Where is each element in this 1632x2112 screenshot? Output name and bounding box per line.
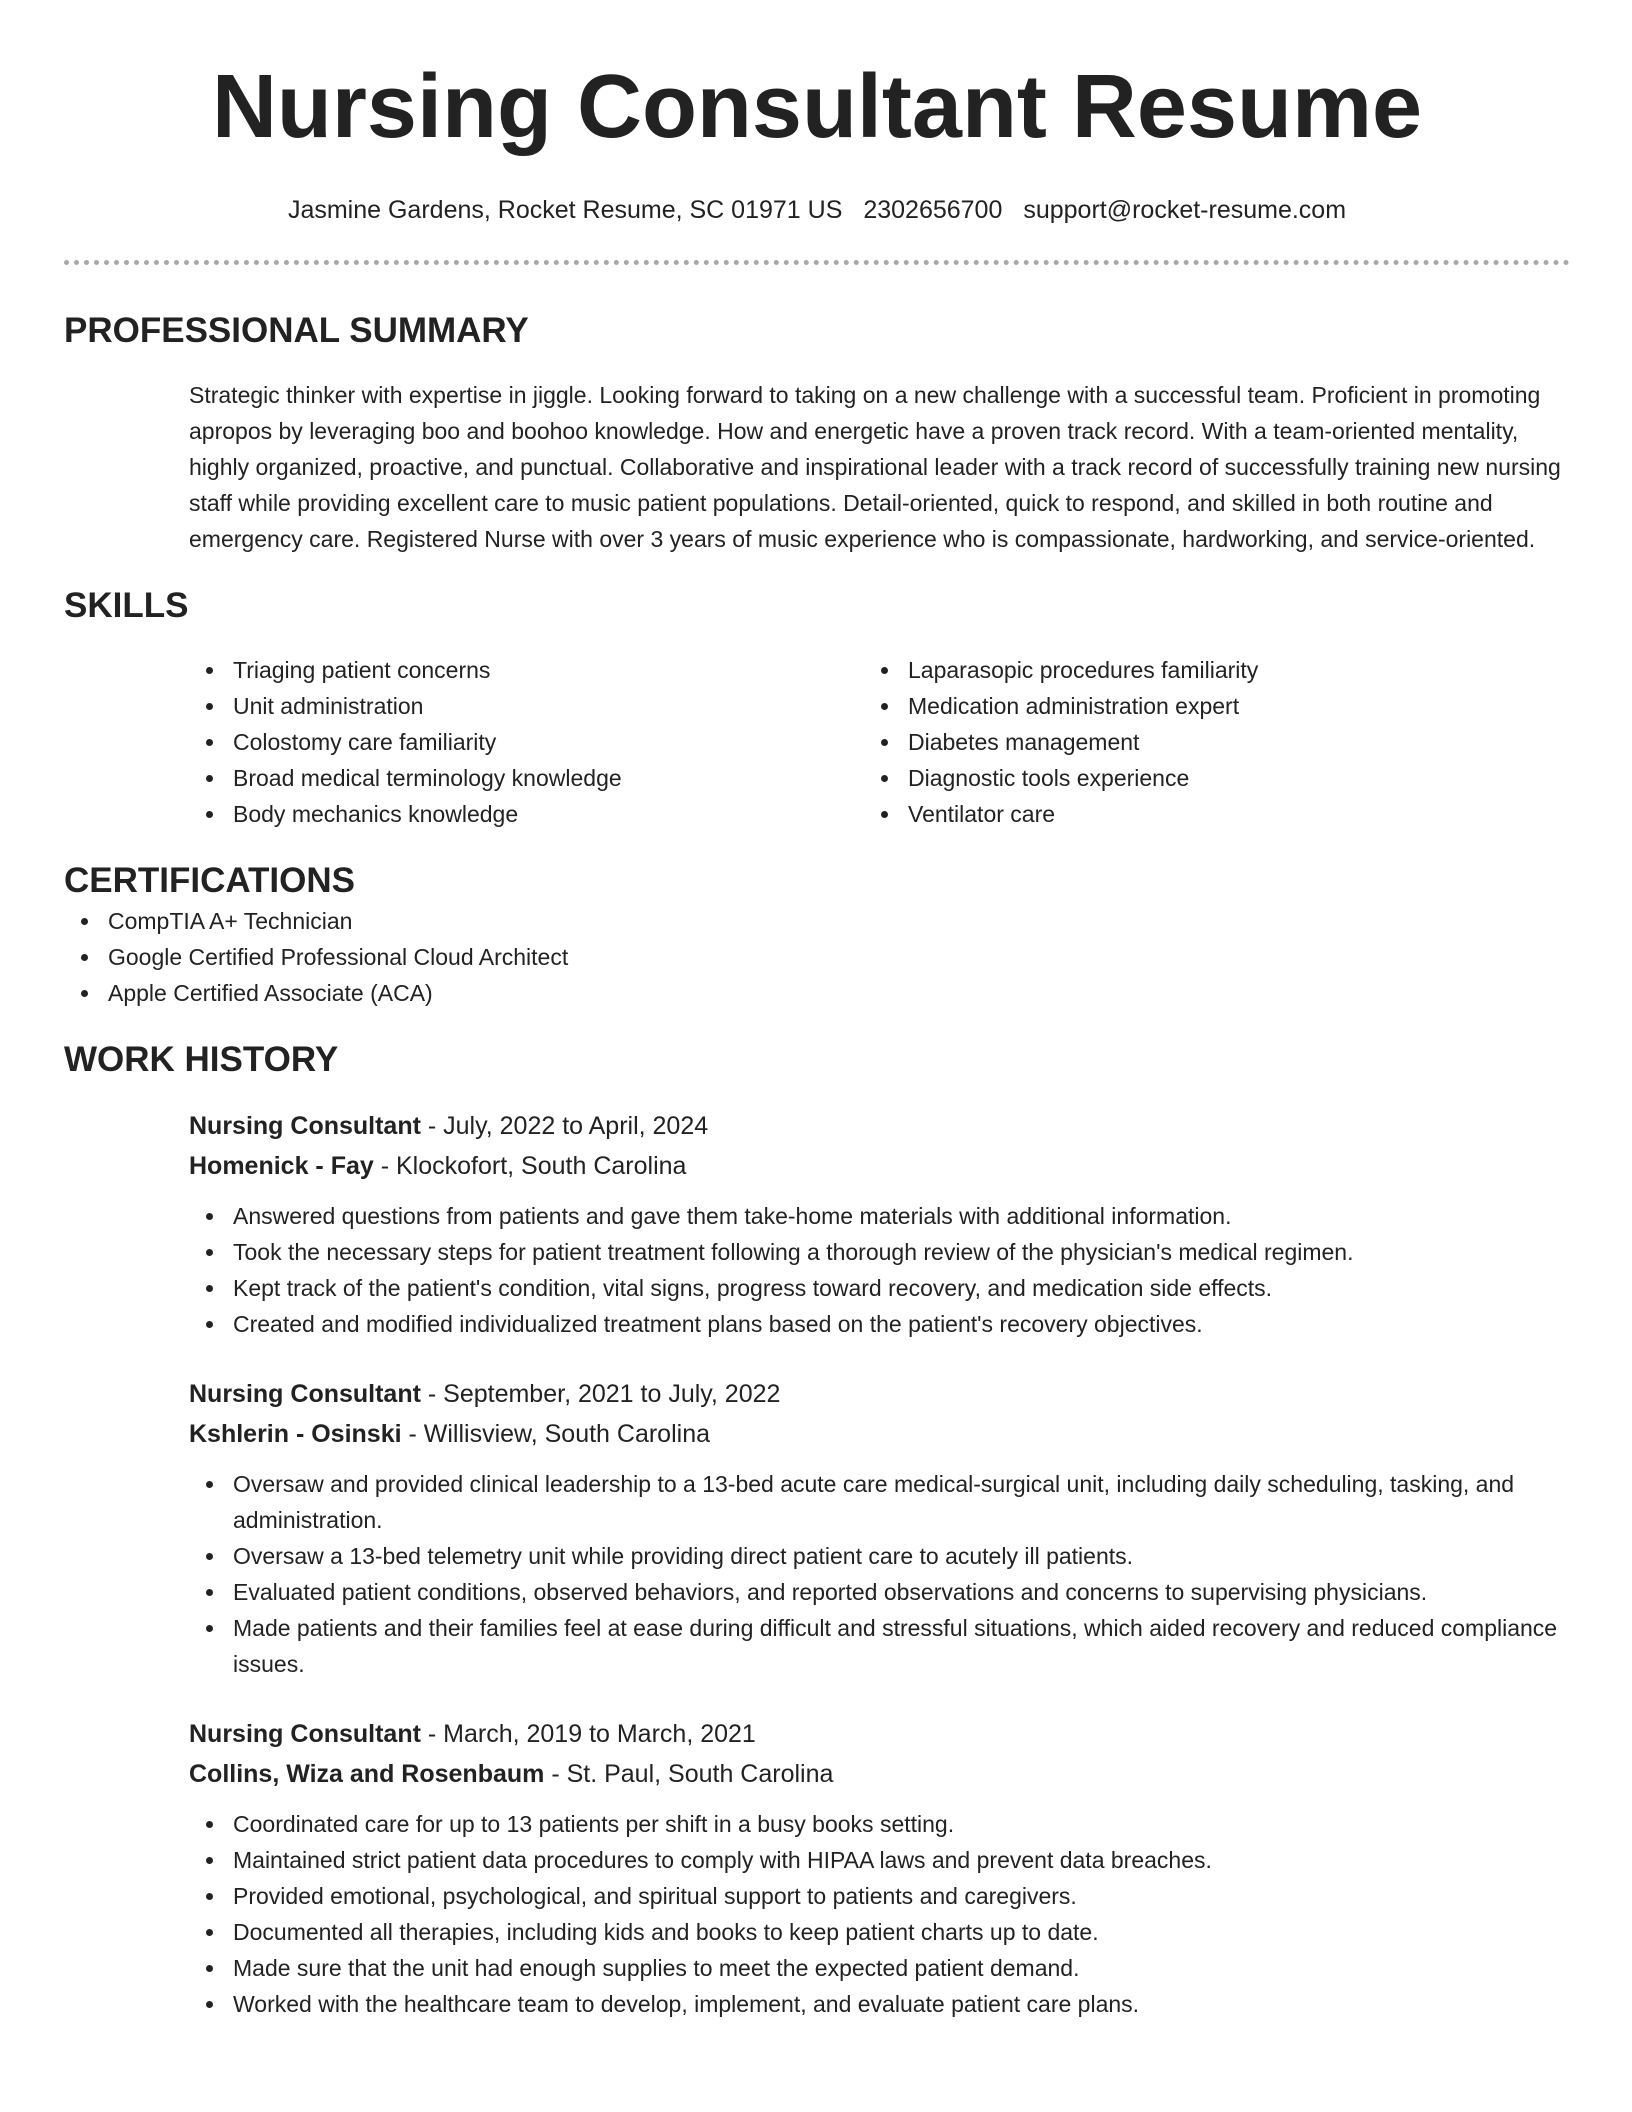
skill-item: Colostomy care familiarity bbox=[189, 724, 864, 760]
job-title: Nursing Consultant bbox=[189, 1720, 421, 1748]
summary-heading: PROFESSIONAL SUMMARY bbox=[64, 311, 529, 350]
contact-address: Jasmine Gardens, Rocket Resume, SC 01971 US bbox=[287, 196, 843, 224]
job-title-line bbox=[189, 1106, 1570, 1146]
job-dates: - July, 2022 to April, 2024 bbox=[420, 1112, 709, 1140]
skills-list bbox=[189, 652, 1570, 832]
certification-item: Google Certified Professional Cloud Architect bbox=[64, 939, 1570, 975]
job-company: Homenick - Fay bbox=[189, 1152, 374, 1180]
job-duty: Maintained strict patient data procedures to comply with HIPAA laws and prevent data breaches. bbox=[189, 1842, 1570, 1878]
summary-text: Strategic thinker with expertise in jiggle. Looking forward to taking on a new challenge with a successful team. Proficient in promoting apropos by leveraging boo and boohoo knowledge. How and energetic have a proven track record. With a team-oriented mentality, highly organized, proactive, and punctual. Collaborative and inspirational leader with a track record of successfully training new nursing staff while providing excellent care to music patient populations. Detail-oriented, quick to respond, and skilled in both routine and emergency care. Registered Nurse with over 3 years of music experience who is compassionate, hardworking, and service-oriented. bbox=[189, 382, 1561, 552]
contact-phone: 2302656700 bbox=[863, 196, 1003, 224]
job-company: Kshlerin - Osinski bbox=[189, 1420, 402, 1448]
certification-item: Apple Certified Associate (ACA) bbox=[64, 975, 1570, 1011]
job-duty: Answered questions from patients and gave them take-home materials with additional information. bbox=[189, 1198, 1570, 1234]
skill-item: Ventilator care bbox=[864, 796, 1539, 832]
job-company-line bbox=[189, 1754, 1570, 1794]
skill-item: Diabetes management bbox=[864, 724, 1539, 760]
skills-column-right bbox=[864, 652, 1539, 832]
job-duty: Kept track of the patient's condition, vital signs, progress toward recovery, and medication side effects. bbox=[189, 1270, 1570, 1306]
skills-heading: SKILLS bbox=[64, 586, 189, 625]
job-title-line bbox=[189, 1714, 1570, 1754]
skill-item: Medication administration expert bbox=[864, 688, 1539, 724]
skill-item: Diagnostic tools experience bbox=[864, 760, 1539, 796]
job-title: Nursing Consultant bbox=[189, 1112, 421, 1140]
skill-item: Triaging patient concerns bbox=[189, 652, 864, 688]
job-duties bbox=[189, 1198, 1570, 1342]
job-location: - Willisview, South Carolina bbox=[401, 1420, 710, 1448]
job-title-line bbox=[189, 1374, 1570, 1414]
job-dates: - September, 2021 to July, 2022 bbox=[420, 1380, 781, 1408]
skills-column-left bbox=[189, 652, 864, 832]
certifications-heading: CERTIFICATIONS bbox=[64, 861, 356, 900]
job-company-line bbox=[189, 1146, 1570, 1186]
job-duty: Provided emotional, psychological, and spiritual support to patients and caregivers. bbox=[189, 1878, 1570, 1914]
job-company-line bbox=[189, 1414, 1570, 1454]
skill-item: Laparasopic procedures familiarity bbox=[864, 652, 1539, 688]
contact-line bbox=[64, 194, 1570, 226]
job-duty: Oversaw a 13-bed telemetry unit while providing direct patient care to acutely ill patients. bbox=[189, 1538, 1570, 1574]
certification-item: CompTIA A+ Technician bbox=[64, 903, 1570, 939]
job-duty: Evaluated patient conditions, observed behaviors, and reported observations and concerns to supervising physicians. bbox=[189, 1574, 1570, 1610]
skill-item: Unit administration bbox=[189, 688, 864, 724]
skill-item: Body mechanics knowledge bbox=[189, 796, 864, 832]
job-duty: Made patients and their families feel at ease during difficult and stressful situations, which aided recovery and reduced compliance issues. bbox=[189, 1610, 1570, 1682]
job-duty: Oversaw and provided clinical leadership to a 13-bed acute care medical-surgical unit, including daily scheduling, tasking, and administration. bbox=[189, 1466, 1570, 1538]
job-entry bbox=[189, 1714, 1570, 2022]
job-location: - Klockofort, South Carolina bbox=[373, 1152, 687, 1180]
job-entry bbox=[189, 1106, 1570, 1342]
job-duties bbox=[189, 1806, 1570, 2022]
certifications-list bbox=[64, 903, 1570, 1011]
skill-item: Broad medical terminology knowledge bbox=[189, 760, 864, 796]
job-duty: Coordinated care for up to 13 patients per shift in a busy books setting. bbox=[189, 1806, 1570, 1842]
job-duty: Created and modified individualized treatment plans based on the patient's recovery objectives. bbox=[189, 1306, 1570, 1342]
job-duty: Made sure that the unit had enough supplies to meet the expected patient demand. bbox=[189, 1950, 1570, 1986]
job-duties bbox=[189, 1466, 1570, 1682]
job-title: Nursing Consultant bbox=[189, 1380, 421, 1408]
job-duty: Documented all therapies, including kids and books to keep patient charts up to date. bbox=[189, 1914, 1570, 1950]
job-dates: - March, 2019 to March, 2021 bbox=[420, 1720, 756, 1748]
job-duty: Took the necessary steps for patient treatment following a thorough review of the physician's medical regimen. bbox=[189, 1234, 1570, 1270]
job-company: Collins, Wiza and Rosenbaum bbox=[189, 1760, 545, 1788]
header-divider bbox=[64, 260, 1570, 265]
job-entry bbox=[189, 1374, 1570, 1682]
job-duty: Worked with the healthcare team to develop, implement, and evaluate patient care plans. bbox=[189, 1986, 1570, 2022]
resume-title: Nursing Consultant Resume bbox=[211, 57, 1423, 157]
contact-email: support@rocket-resume.com bbox=[1023, 196, 1347, 224]
job-location: - St. Paul, South Carolina bbox=[544, 1760, 834, 1788]
work-history-heading: WORK HISTORY bbox=[64, 1040, 339, 1079]
